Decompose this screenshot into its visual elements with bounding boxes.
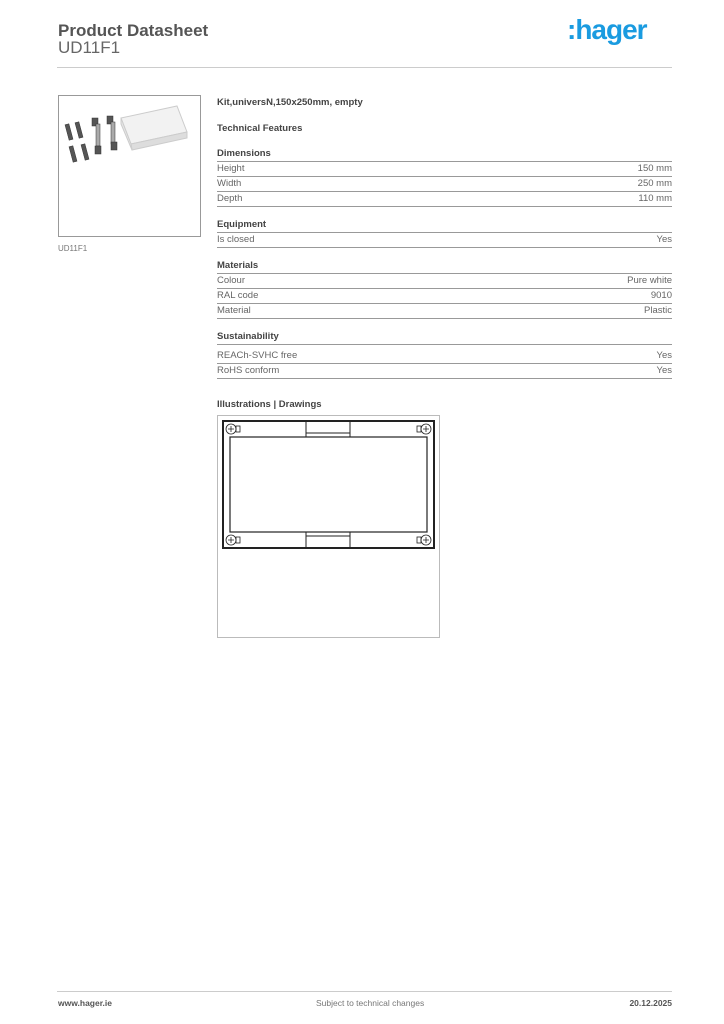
spec-row <box>217 177 672 192</box>
footer-divider <box>57 991 672 992</box>
spec-row <box>217 274 672 289</box>
section-dimensions <box>217 148 672 207</box>
specs-column <box>217 95 672 410</box>
product-name: Kit,universN,150x250mm, empty <box>217 97 363 108</box>
section-title: Materials <box>217 260 672 274</box>
spec-row <box>217 162 672 177</box>
footer-date: 20.12.2025 <box>629 998 672 1008</box>
spec-label: Height <box>217 163 245 174</box>
section-title: Equipment <box>217 219 672 233</box>
spec-row <box>217 364 672 379</box>
spec-label: RAL code <box>217 290 259 301</box>
spec-row <box>217 349 672 364</box>
illustrations-heading: Illustrations | Drawings <box>217 399 322 410</box>
spec-label: Depth <box>217 193 243 204</box>
technical-features-heading: Technical Features <box>217 123 303 134</box>
spec-value: 150 mm <box>637 163 672 174</box>
page-title: Product Datasheet <box>58 21 209 40</box>
spec-value: Yes <box>656 365 672 376</box>
screw-icons <box>226 424 431 545</box>
footer-notice: Subject to technical changes <box>316 998 425 1008</box>
spec-label: RoHS conform <box>217 365 280 376</box>
spec-label: REACh-SVHC free <box>217 350 298 361</box>
spec-value: Yes <box>656 234 672 245</box>
spec-value: Yes <box>656 350 672 361</box>
product-code: UD11F1 <box>58 38 121 57</box>
section-equipment <box>217 219 672 248</box>
section-materials <box>217 260 672 319</box>
spec-label: Is closed <box>217 234 255 245</box>
spec-row <box>217 289 672 304</box>
spec-label: Width <box>217 178 242 189</box>
photo-caption: UD11F1 <box>58 244 88 253</box>
section-sustainability <box>217 331 672 379</box>
section-title: Sustainability <box>217 331 672 345</box>
hager-logo: :hager <box>567 14 647 45</box>
spec-value: Pure white <box>627 275 672 286</box>
spec-label: Colour <box>217 275 245 286</box>
technical-drawing <box>217 415 440 638</box>
spec-value: 9010 <box>650 290 672 301</box>
spec-value: 250 mm <box>637 178 672 189</box>
product-photo <box>58 95 201 237</box>
spec-row <box>217 192 672 207</box>
spec-row <box>217 233 672 248</box>
header-divider <box>57 67 672 68</box>
footer-website[interactable]: www.hager.ie <box>58 998 113 1008</box>
spec-value: Plastic <box>644 305 672 316</box>
spec-value: 110 mm <box>638 193 672 204</box>
section-title: Dimensions <box>217 148 672 162</box>
spec-label: Material <box>217 305 251 316</box>
spec-row <box>217 304 672 319</box>
